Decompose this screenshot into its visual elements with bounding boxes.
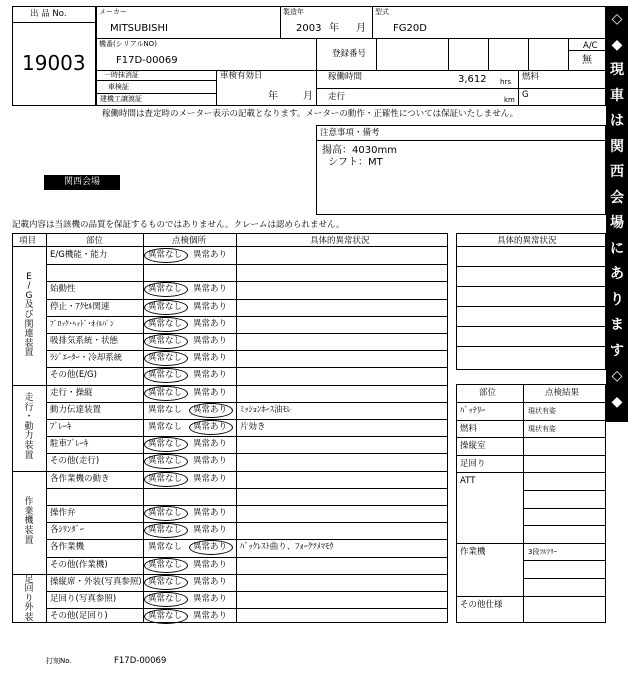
option-some: 異常あり: [193, 353, 228, 364]
row-part: 操作弁: [50, 508, 76, 518]
stamp-label: 打刻No.: [46, 657, 72, 665]
group-label-char: 走: [24, 393, 34, 403]
group-label-char: 装: [24, 613, 34, 623]
hours-value: 3,612: [458, 74, 487, 85]
option-some: 異常あり: [193, 301, 228, 312]
row-divider: [46, 591, 448, 592]
side-banner-char: す: [610, 342, 624, 359]
side-banner-char: ◇: [611, 11, 623, 27]
side-banner-char: 車: [610, 87, 624, 104]
group-label-char: G: [25, 290, 33, 301]
option-some: 異常あり: [193, 422, 228, 432]
option-some: 異常あり: [193, 439, 228, 450]
option-none: 異常なし: [148, 542, 183, 553]
notes-line-1: 揚高：4030mm: [322, 145, 397, 156]
mileage-label: 走行: [328, 92, 346, 102]
row-divider: [46, 488, 448, 489]
selected-circle: [144, 575, 188, 590]
option-none: 異常なし: [148, 422, 183, 432]
row-part: ﾌﾞﾛｯｸ･ﾍｯﾄﾞ･ｵｲﾙﾊﾟﾝ: [50, 318, 114, 328]
right-row-divider: [523, 525, 606, 526]
side-banner-char: は: [610, 113, 624, 129]
right-row-divider: [523, 490, 606, 491]
group-label-char: 置: [24, 535, 34, 546]
row-divider: [46, 557, 448, 558]
group-label-char: E: [26, 271, 32, 282]
option-none: 異常なし: [148, 250, 183, 260]
right-row-part: 足回り: [460, 458, 486, 469]
row-part: その他(作業機): [50, 559, 108, 570]
side-banner-char: ま: [610, 317, 624, 333]
right-row-part: ATT: [460, 476, 476, 487]
right-detail-divider: [456, 306, 606, 307]
row-divider: [46, 299, 448, 300]
row-divider: [46, 316, 448, 317]
row-part: ﾗｼﾞｴｰﾀｰ・冷却系統: [50, 353, 123, 364]
option-some: 異常あり: [193, 594, 228, 604]
hours-unit: hrs: [500, 78, 511, 86]
option-some: 異常あり: [193, 250, 228, 260]
lot-number: 19003: [22, 51, 86, 75]
disclaimer: 記載内容は当該機の品質を保証するものではありません。クレームは認められません。: [12, 220, 345, 230]
row-part: その他(足回り): [50, 611, 108, 622]
row-detail: 片効き: [240, 422, 266, 432]
notes-line-2: シフト：MT: [328, 157, 383, 168]
option-some: 異常あり: [193, 542, 228, 553]
row-divider: [46, 333, 448, 334]
side-banner-char: り: [610, 291, 624, 308]
option-some: 異常あり: [193, 473, 228, 484]
row-part: 停止・ｱｸｾﾙ関連: [50, 301, 110, 312]
option-none: 異常なし: [148, 353, 183, 364]
group-label-char: 及: [24, 300, 34, 311]
right-row-part: 操縦室: [460, 441, 486, 452]
right-row-divider: [456, 437, 606, 438]
inspection-label-3: 建機工譲渡証: [100, 95, 142, 103]
side-banner-char: 会: [610, 189, 624, 206]
right-row-result: 現状有姿: [528, 407, 556, 415]
row-part: 足回り(写真参照): [50, 594, 117, 604]
side-banner-char: ◆: [611, 393, 623, 410]
row-divider: [46, 608, 448, 609]
group-label-char: 装: [24, 526, 34, 536]
model-label: 型式: [375, 8, 389, 16]
option-some: 異常あり: [193, 456, 228, 467]
group-label-char: り: [24, 593, 34, 604]
option-none: 異常なし: [148, 473, 183, 484]
group-label-char: 置: [24, 450, 34, 461]
right-row-divider: [523, 560, 606, 561]
row-divider: [46, 367, 448, 368]
maker-label: メーカー: [99, 8, 127, 16]
stamp-value: F17D-00069: [114, 656, 167, 666]
inspection-label-1: 一時抹消証: [104, 71, 139, 79]
right-row-divider: [456, 596, 606, 597]
right-header-divider: [456, 402, 606, 403]
selected-circle: [144, 386, 188, 401]
right-row-part: 作業機: [460, 546, 486, 557]
row-divider: [46, 419, 448, 420]
row-part: 駐車ﾌﾞﾚｰｷ: [50, 439, 89, 450]
group-label-char: 力: [24, 431, 34, 442]
model: FG20D: [393, 23, 427, 34]
group-label-char: 業: [24, 506, 34, 517]
group-label-char: /: [27, 281, 31, 292]
selected-circle: [144, 248, 188, 263]
option-none: 異常なし: [148, 318, 183, 329]
option-some: 異常あり: [193, 525, 228, 536]
option-some: 異常あり: [193, 336, 228, 346]
row-divider: [12, 385, 448, 386]
header-check: 点検個所: [172, 236, 207, 246]
row-divider: [46, 505, 448, 506]
header-part: 部位: [86, 236, 104, 246]
group-label-char: 足: [24, 574, 34, 585]
selected-circle: [144, 506, 188, 521]
selected-circle: [144, 317, 188, 332]
option-some: 異常あり: [193, 576, 228, 587]
row-part: 各作業機の動き: [50, 473, 110, 484]
side-banner-char: 関: [610, 138, 624, 155]
group-label-char: 回: [24, 584, 34, 595]
selected-circle: [144, 558, 188, 573]
option-none: 異常なし: [148, 301, 183, 312]
year: 2003: [296, 23, 322, 34]
row-part: 各作業機: [50, 542, 85, 553]
row-part: 操縦席・外装(写真参照): [50, 576, 142, 587]
option-none: 異常なし: [148, 576, 183, 587]
inspection-label-2: 車検証: [108, 83, 129, 91]
option-none: 異常なし: [148, 525, 183, 536]
side-banner-char: 現: [610, 62, 624, 78]
fuel-label: 燃料: [522, 72, 540, 82]
selected-circle: [144, 592, 188, 607]
selected-circle: [189, 420, 233, 435]
header-detail: 具体的異常状況: [310, 236, 370, 246]
row-divider: [46, 350, 448, 351]
right-row-divider: [523, 508, 606, 509]
selected-circle: [144, 472, 188, 487]
right-row-result: 3段ﾌﾙﾌﾘｰ: [528, 547, 557, 556]
month-unit: 月: [356, 23, 366, 34]
option-some: 異常あり: [193, 318, 228, 329]
right-row-divider: [456, 543, 606, 544]
fuel-value: G: [522, 90, 529, 100]
group-label-char: 機: [24, 516, 34, 527]
right-header-part: 部位: [479, 388, 497, 398]
notes-label: 注意事項・備考: [320, 128, 380, 138]
registration-label: 登録番号: [332, 49, 367, 59]
option-none: 異常なし: [148, 439, 183, 450]
option-some: 異常あり: [193, 370, 228, 381]
side-banner-char: あ: [610, 266, 624, 282]
row-part: その他(走行): [50, 456, 100, 467]
hours-label: 稼働時間: [328, 72, 363, 82]
year-label: 製造年: [283, 8, 304, 16]
row-part: ﾌﾞﾚｰｷ: [50, 422, 72, 432]
right-detail-table: [456, 233, 606, 370]
option-none: 異常なし: [148, 508, 183, 518]
venue-badge: 関西会場: [44, 175, 120, 190]
row-divider: [46, 402, 448, 403]
option-some: 異常あり: [193, 611, 228, 622]
year-unit: 年: [329, 23, 339, 34]
group-label-char: 装: [24, 338, 34, 349]
km-unit: km: [504, 96, 515, 104]
row-part: 各ｼﾘﾝﾀﾞｰ: [50, 525, 85, 536]
option-none: 異常なし: [148, 387, 183, 398]
group-label-char: 関: [24, 319, 34, 330]
row-divider: [46, 281, 448, 282]
side-banner-char: 西: [610, 164, 624, 180]
row-part: 動力伝達装置: [50, 404, 102, 415]
shaken-label: 車検有効日: [220, 71, 263, 81]
row-part: 吸排気系統・状態: [50, 336, 119, 346]
right-row-divider: [456, 420, 606, 421]
option-some: 異常あり: [193, 559, 228, 570]
row-divider: [46, 522, 448, 523]
right-row-divider: [456, 472, 606, 473]
right-detail-divider: [456, 326, 606, 327]
notes-box: [316, 125, 606, 215]
group-label-char: 行: [24, 402, 34, 413]
group-label-char: 連: [24, 329, 34, 340]
side-banner: [606, 6, 628, 422]
row-detail: ﾐｯｼｮﾝﾎｰｽ油ﾓﾚ: [240, 404, 292, 415]
option-none: 異常なし: [148, 456, 183, 467]
side-banner-char: ◇: [611, 368, 623, 384]
right-row-result: 現状有姿: [528, 424, 556, 433]
ac-label: A/C: [583, 41, 598, 51]
shaken-month-unit: 月: [303, 91, 313, 102]
selected-circle: [144, 300, 188, 315]
row-divider: [12, 574, 448, 575]
option-none: 異常なし: [148, 336, 183, 346]
group-label-char: び: [24, 310, 34, 320]
row-detail: ﾊﾞｯｸﾚｽﾄ曲り、ﾌｫｰｸﾂﾒﾏﾓｳ: [240, 542, 334, 553]
right-header-result: 点検結果: [545, 388, 580, 398]
row-divider: [46, 453, 448, 454]
lot-number-label: 出 品 No.: [30, 9, 67, 19]
option-some: 異常あり: [193, 404, 228, 415]
group-label-char: 外: [24, 603, 34, 614]
side-banner-char: に: [610, 240, 624, 257]
right-row-divider: [523, 578, 606, 579]
row-part: 走行・操縦: [50, 387, 93, 398]
right-detail-divider: [456, 286, 606, 287]
row-part: その他(E/G): [50, 370, 97, 381]
row-part: E/G機能・能力: [50, 250, 108, 260]
right-detail-header: 具体的異常状況: [497, 236, 557, 246]
option-none: 異常なし: [148, 594, 183, 604]
option-some: 異常あり: [193, 508, 228, 518]
maker: MITSUBISHI: [110, 23, 168, 34]
serial-label: 機番(シリアルNO): [99, 40, 157, 48]
right-detail-divider: [456, 266, 606, 267]
row-divider: [46, 264, 448, 265]
shaken-year-unit: 年: [268, 91, 278, 102]
row-divider: [12, 471, 448, 472]
group-label-char: 動: [24, 421, 34, 432]
option-none: 異常なし: [148, 370, 183, 381]
right-row-divider: [456, 455, 606, 456]
row-divider: [46, 436, 448, 437]
header-item: 項目: [19, 236, 37, 246]
option-some: 異常あり: [193, 387, 228, 398]
right-row-part: ﾊﾞｯﾃﾘｰ: [460, 406, 486, 416]
option-none: 異常なし: [148, 284, 183, 295]
right-detail-divider: [456, 246, 606, 247]
selected-circle: [189, 403, 233, 418]
option-none: 異常なし: [148, 404, 183, 415]
group-label-char: 置: [24, 348, 34, 359]
side-banner-char: ◆: [611, 36, 623, 53]
group-label-char: 作: [24, 497, 34, 508]
option-some: 異常あり: [193, 284, 228, 295]
group-label-char: ・: [24, 412, 34, 423]
group-label-char: 装: [24, 441, 34, 451]
serial: F17D-00069: [116, 55, 178, 66]
option-none: 異常なし: [148, 559, 183, 570]
option-none: 異常なし: [148, 611, 183, 622]
hours-notice: 稼働時間は査定時のメーター表示の記載となります。メーターの動作・正確性については保証いたしません。: [102, 109, 519, 119]
ac-value: 無: [582, 55, 592, 66]
selected-circle: [144, 334, 188, 349]
right-row-part: 燃料: [460, 423, 478, 434]
row-divider: [46, 539, 448, 540]
row-part: 始動性: [50, 284, 76, 295]
right-row-part: その他仕様: [460, 599, 503, 610]
side-banner-char: 場: [610, 215, 624, 231]
right-detail-divider: [456, 346, 606, 347]
